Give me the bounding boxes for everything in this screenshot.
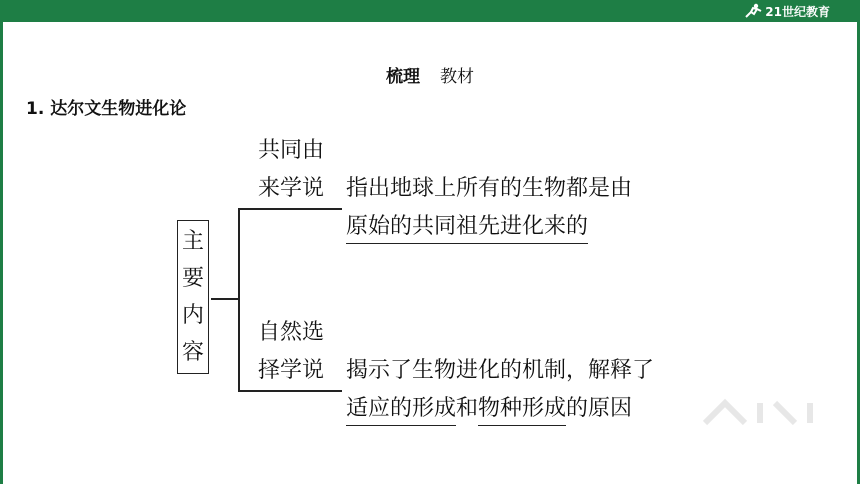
logo-text: 21世纪教育 xyxy=(765,4,830,19)
bracket-vertical xyxy=(238,208,240,391)
branch2-desc-underlined-a: 适应的形成 xyxy=(346,396,456,426)
runner-logo-icon xyxy=(743,3,763,19)
section-title: 1. 达尔文生物进化论 xyxy=(26,99,187,119)
main-char: 内 xyxy=(181,302,204,328)
bracket-bottom-branch xyxy=(238,390,342,392)
heading-part1: 梳理 xyxy=(386,67,420,87)
frame-left-border xyxy=(0,22,3,484)
branch1-desc-underlined: 原始的共同祖先进化来的 xyxy=(346,214,588,244)
page-heading xyxy=(0,62,860,87)
branch1-desc-line1: 指出地球上所有的生物都是由 xyxy=(346,176,633,201)
branch2-desc-tail: 的原因 xyxy=(566,396,633,421)
bracket-top-branch xyxy=(238,208,342,210)
heading-part2: 教材 xyxy=(440,67,474,87)
branch1-label-line1: 共同由 xyxy=(258,138,325,163)
branch2-label-line1: 自然选 xyxy=(258,320,325,345)
branch2-desc-underlined-b: 物种形成 xyxy=(478,396,566,426)
branch1-label-line2: 来学说 xyxy=(258,176,325,201)
main-char: 要 xyxy=(181,265,204,291)
main-char: 容 xyxy=(181,339,204,365)
watermark-logo xyxy=(700,393,830,439)
watermark-icon xyxy=(700,393,830,433)
bracket-stem xyxy=(211,298,239,300)
main-char: 主 xyxy=(181,228,204,254)
branch2-label-line2: 择学说 xyxy=(258,358,325,383)
main-content-box xyxy=(177,220,209,374)
brand-logo xyxy=(743,2,830,20)
branch2-desc-connector: 和 xyxy=(456,396,479,421)
branch2-desc-line2 xyxy=(346,398,632,420)
branch1-desc-line2 xyxy=(346,216,588,238)
header-bar xyxy=(0,0,860,22)
branch2-desc-line1: 揭示了生物进化的机制，解释了 xyxy=(346,358,655,383)
